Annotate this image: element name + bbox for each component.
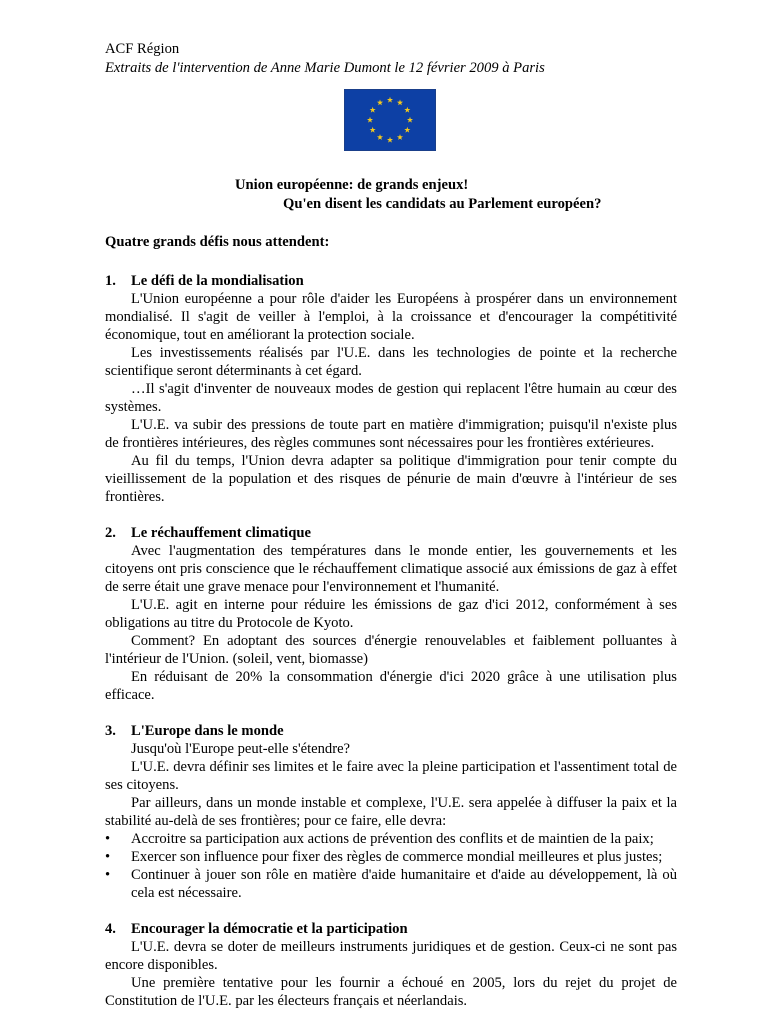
flag-star-icon (397, 134, 403, 140)
paragraph: Avec l'augmentation des températures dans le monde entier, les gouvernements et les citoyens ont pris conscience que le réchauffement climatique associé aux émissions de gaz à effet de serre était une grave menace pour l'environnement et l'humanité. (105, 543, 677, 595)
section-heading (105, 920, 677, 938)
flag-star-icon (387, 137, 393, 143)
flag-star-icon (397, 99, 403, 105)
paragraph: Jusqu'où l'Europe peut-elle s'étendre? (131, 741, 351, 757)
title-line-2: Qu'en disent les candidats au Parlement européen? (283, 196, 602, 212)
section-number: 1. (105, 273, 116, 289)
section-title: Le réchauffement climatique (131, 525, 311, 541)
paragraph: …Il s'agit d'inventer de nouveaux modes de gestion qui replacent l'être humain au cœur des systèmes. (105, 381, 677, 415)
document-body (105, 40, 677, 1009)
header-org: ACF Région (105, 41, 180, 57)
section-number: 3. (105, 723, 116, 739)
paragraph: Par ailleurs, dans un monde instable et complexe, l'U.E. sera appelée à diffuser la paix et la stabilité au-delà de ses frontières; pour ce faire, elle devra: (105, 795, 677, 829)
paragraph: L'U.E. va subir des pressions de toute part en matière d'immigration; puisqu'il n'existe plus de frontières intérieures, des règles communes sont nécessaires pour les frontières extérieures. (105, 417, 677, 451)
document-header (105, 40, 677, 78)
paragraph: L'U.E. devra définir ses limites et le faire avec la pleine participation et l'assentiment total de ses citoyens. (105, 759, 677, 793)
flag-star-icon (387, 97, 393, 103)
section (105, 722, 677, 902)
flag-star-icon (377, 99, 383, 105)
eu-flag-icon (344, 89, 436, 151)
section-heading (105, 722, 677, 740)
bullet-item: • Continuer à jouer son rôle en matière d'aide humanitaire et d'aide au développement, là où cela est nécessaire. (105, 866, 677, 902)
flag-star-icon (404, 107, 410, 113)
bullet-item: • Exercer son influence pour fixer des règles de commerce mondial meilleures et plus justes; (105, 848, 677, 866)
sections-list (105, 272, 677, 1028)
paragraph: L'Union européenne a pour rôle d'aider les Européens à prospérer dans un environnement mondialisé. Il s'agit de veiller à l'emploi, à la croissance et d'encourager la compétitivité économique, tout en améliorant la protection sociale. (105, 291, 677, 343)
flag-star-icon (367, 117, 373, 123)
paragraph: Comment? En adoptant des sources d'énergie renouvelables et faiblement polluantes à l'intérieur de l'Union. (soleil, vent, biomasse) (105, 633, 677, 667)
paragraph: L'U.E. devra se doter de meilleurs instruments juridiques et de gestion. Ceux-ci ne sont pas encore disponibles. (105, 939, 677, 973)
section (105, 272, 677, 506)
section-title: Le défi de la mondialisation (131, 273, 304, 289)
header-subtitle: Extraits de l'intervention de Anne Marie Dumont le 12 février 2009 à Paris (105, 60, 545, 76)
paragraph: Les investissements réalisés par l'U.E. dans les technologies de pointe et la recherche scientifique seront déterminants à cet égard. (105, 345, 677, 379)
paragraph: Au fil du temps, l'Union devra adapter sa politique d'immigration pour tenir compte du vieillissement de la population et des risques de pénurie de main d'œuvre à l'intérieur de ses frontières. (105, 453, 677, 505)
paragraph: Une première tentative pour les fournir a échoué en 2005, lors du rejet du projet de Constitution de l'U.E. par les électeurs français et néerlandais. (105, 975, 677, 1009)
section-number: 2. (105, 525, 116, 541)
flag-star-icon (370, 107, 376, 113)
flag-star-icon (370, 127, 376, 133)
flag-star-icon (404, 127, 410, 133)
intro-heading: Quatre grands défis nous attendent: (105, 234, 330, 250)
section (105, 920, 677, 1010)
flag-star-icon (407, 117, 413, 123)
bullet-list (105, 830, 677, 902)
section-title: L'Europe dans le monde (131, 723, 284, 739)
paragraph: En réduisant de 20% la consommation d'énergie d'ici 2020 grâce à une utilisation plus efficace. (105, 669, 677, 703)
section-heading (105, 524, 677, 542)
section-heading (105, 272, 677, 290)
bullet-item: • Accroitre sa participation aux actions de prévention des conflits et de maintien de la paix; (105, 830, 677, 848)
section (105, 524, 677, 704)
flag-star-icon (377, 134, 383, 140)
section-number: 4. (105, 921, 116, 937)
document-title (105, 176, 677, 214)
title-line-1: Union européenne: de grands enjeux! (235, 177, 469, 193)
section-title: Encourager la démocratie et la participation (131, 921, 408, 937)
paragraph: L'U.E. agit en interne pour réduire les émissions de gaz d'ici 2012, conformément à ses obligations au titre du Protocole de Kyoto. (105, 597, 677, 631)
